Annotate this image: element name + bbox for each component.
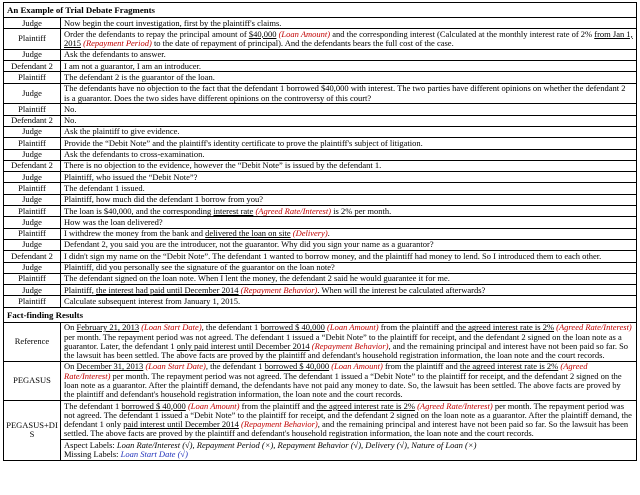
speaker-cell: Judge: [4, 83, 61, 104]
speaker-cell: Plaintiff: [4, 183, 61, 194]
utterance-cell: [61, 149, 637, 160]
text-segment: How was the loan delivered?: [64, 216, 163, 227]
debate-row: [4, 228, 637, 239]
table-row: [4, 307, 637, 322]
aspect-annotation: (Agreed Rate/Interest): [255, 205, 332, 216]
utterance-cell: [61, 172, 637, 183]
key-fact-span: the interest had paid until December 2014: [95, 284, 239, 295]
text-segment: and the corresponding interest (Calculated at the monthly interest rate of 2%: [330, 28, 595, 39]
utterance-cell: [61, 83, 637, 104]
text-segment: is 2% per month.: [331, 205, 392, 216]
aspect-annotation: (Loan Amount): [187, 400, 240, 411]
text-segment: No.: [64, 115, 77, 126]
factfinding-title-section: [4, 307, 637, 322]
text-segment: Plaintiff, did you personally see the signature of the guarantor on the loan note?: [64, 262, 335, 273]
aspect-annotation: (Loan Start Date): [141, 322, 202, 333]
debate-row: [4, 285, 637, 296]
utterance-cell: [61, 322, 637, 361]
debate-row: [4, 18, 637, 29]
debate-row: [4, 273, 637, 284]
speaker-cell: Judge: [4, 49, 61, 60]
speaker-cell: Reference: [4, 322, 61, 361]
speaker-cell: Judge: [4, 262, 61, 273]
debate-rows-section: [4, 18, 637, 308]
text-segment: to the date of repayment of principal). And the defendants bears the full cost of the case.: [151, 38, 454, 49]
labels-line: [64, 450, 633, 459]
utterance-cell: [61, 206, 637, 217]
aspect-label-list: Loan Rate/Interest (√), Repayment Period (×), Repayment Behavior (√), Delivery (√), Nature of Loan (×): [116, 439, 477, 450]
utterance-cell: [61, 273, 637, 284]
speaker-cell: Defendant 2: [4, 251, 61, 262]
text-segment: Plaintiff, how much did the defendant 1 borrow from you?: [64, 194, 264, 205]
text-segment: , and the remaining principal and interest have not been paid so far. So the lawsuit has been settled. The above facts are proved by the plaintiff and defendant's household registration information, the loan note and the court records.: [64, 419, 629, 439]
text-segment: Calculate subsequent interest from January 1, 2015.: [64, 295, 241, 306]
utterance-cell: [61, 239, 637, 250]
speaker-cell: PEGASUS: [4, 361, 61, 400]
text-segment: The defendant 1 issued.: [64, 182, 145, 193]
labels-row: [4, 440, 637, 461]
debate-row: [4, 72, 637, 83]
text-segment: On: [64, 361, 77, 372]
aspect-annotation: (Repayment Period): [83, 38, 152, 49]
text-segment: There is no objection to the evidence, however the “Debit Note” is issued by the defendant 1.: [64, 160, 382, 171]
utterance-cell: [61, 115, 637, 126]
key-fact-span: February 21, 2013: [76, 322, 140, 333]
text-segment: The defendants have no objection to the fact that the defendant 1 borrowed $40,000 with interest. The two parties have different opinions on whether the defendant 2 is a guarantor. Does the two sides have different opinions on the controversy of this court?: [64, 83, 626, 103]
utterance-cell: [61, 262, 637, 273]
text-segment: I withdrew the money from the bank and: [64, 228, 206, 239]
text-segment: , and the remaining principal and interest have not been paid so far. So the lawsuit has been settled. The above facts are proved by the plaintiff and defendant's household registration information, the loan note and the court records.: [64, 340, 629, 361]
utterance-cell: [61, 251, 637, 262]
debate-row: [4, 251, 637, 262]
speaker-cell: Judge: [4, 285, 61, 296]
speaker-cell: Judge: [4, 126, 61, 137]
debate-row: [4, 149, 637, 160]
factfinding-rows-section: [4, 322, 637, 460]
utterance-cell: [61, 194, 637, 205]
debate-row: [4, 172, 637, 183]
debate-row: [4, 83, 637, 104]
utterance-cell: [61, 401, 637, 440]
text-segment: from the plaintiff and: [382, 361, 460, 372]
speaker-cell: Defendant 2: [4, 115, 61, 126]
utterance-cell: [61, 183, 637, 194]
utterance-cell: [61, 126, 637, 137]
debate-row: [4, 49, 637, 60]
aspect-annotation: (Repayment Behavior): [241, 419, 318, 430]
speaker-cell: Plaintiff: [4, 29, 61, 50]
text-segment: Ask the defendants to cross-examination.: [64, 149, 205, 160]
aspect-annotation: (Loan Amount): [278, 28, 331, 39]
trial-debate-table: [3, 2, 637, 461]
aspect-annotation: (Repayment Behavior): [240, 284, 318, 295]
speaker-cell: Judge: [4, 18, 61, 29]
labels-cell: [61, 440, 637, 461]
factfinding-row: [4, 401, 637, 440]
debate-row: [4, 217, 637, 228]
utterance-cell: [61, 104, 637, 115]
speaker-cell: Plaintiff: [4, 296, 61, 307]
aspect-annotation: (Agreed Rate/Interest): [417, 400, 493, 411]
text-segment: No.: [64, 103, 77, 114]
utterance-cell: [61, 160, 637, 171]
text-segment: , the defendant 1: [205, 361, 265, 372]
text-segment: I am not a guarantor, I am an introducer.: [64, 60, 202, 71]
utterance-cell: [61, 61, 637, 72]
utterance-cell: [61, 72, 637, 83]
speaker-cell: PEGASUS+DIS: [4, 401, 61, 461]
text-segment: Now begin the court investigation, first by the plaintiff's claims.: [64, 17, 282, 28]
text-segment: , the defendant 1: [201, 322, 261, 333]
key-fact-span: borrowed $ 40,000: [264, 361, 330, 372]
text-segment: I didn't sign my name on the “Debit Note”. The defendant 1 wanted to borrow money, and the plaintiff had money to lend. So I introduced them to each other.: [64, 250, 602, 261]
aspect-annotation: (Loan Amount): [331, 361, 383, 372]
text-segment: Ask the plaintiff to give evidence.: [64, 126, 180, 137]
key-fact-span: borrowed $ 40,000: [121, 400, 186, 411]
speaker-cell: Plaintiff: [4, 228, 61, 239]
speaker-cell: Plaintiff: [4, 273, 61, 284]
debate-section-title: An Example of Trial Debate Fragments: [4, 3, 637, 18]
key-fact-span: from Jan 1, 2015: [64, 28, 633, 49]
key-fact-span: the agreed interest rate is 2%: [459, 361, 559, 372]
key-fact-span: interest rate: [213, 205, 254, 216]
missing-label-value: Loan Start Date (√): [120, 449, 188, 460]
debate-row: [4, 262, 637, 273]
text-segment: from the plaintiff and: [239, 400, 317, 411]
table-row: [4, 3, 637, 18]
debate-row: [4, 296, 637, 307]
speaker-cell: Plaintiff: [4, 206, 61, 217]
key-fact-span: the agreed interest rate is 2%: [455, 322, 555, 333]
speaker-cell: Defendant 2: [4, 61, 61, 72]
text-segment: The loan is $40,000, and the corresponding: [64, 205, 214, 216]
debate-row: [4, 29, 637, 50]
factfinding-section-title: Fact-finding Results: [4, 307, 637, 322]
key-fact-span: only paid interest until December 2014: [176, 340, 310, 351]
aspect-annotation: (Repayment Behavior): [311, 340, 389, 351]
utterance-cell: [61, 296, 637, 307]
text-segment: The defendant 2 is the guarantor of the loan.: [64, 71, 215, 82]
text-segment: Ask the defendants to answer.: [64, 49, 166, 60]
utterance-cell: [61, 217, 637, 228]
text-segment: Provide the “Debit Note” and the plaintiff's identity certificate to prove the plaintiff's subject of litigation.: [64, 137, 423, 148]
speaker-cell: Judge: [4, 194, 61, 205]
text-segment: The defendant 1: [64, 400, 122, 411]
aspect-annotation: (Agreed Rate/Interest): [556, 322, 632, 333]
speaker-cell: Defendant 2: [4, 160, 61, 171]
debate-row: [4, 194, 637, 205]
key-fact-span: paid interest until December 2014: [123, 419, 239, 430]
key-fact-span: borrowed $ 40,000: [260, 322, 325, 333]
key-fact-span: $40,000: [248, 28, 277, 39]
debate-row: [4, 239, 637, 250]
speaker-cell: Plaintiff: [4, 104, 61, 115]
speaker-cell: Plaintiff: [4, 72, 61, 83]
debate-title-section: [4, 3, 637, 18]
debate-row: [4, 115, 637, 126]
text-segment: On: [64, 322, 77, 333]
text-segment: Defendant 2, you said you are the introducer, not the guarantor. Why did you sign your name as a guarantor?: [64, 239, 434, 250]
speaker-cell: Judge: [4, 239, 61, 250]
debate-row: [4, 183, 637, 194]
utterance-cell: [61, 18, 637, 29]
utterance-cell: [61, 29, 637, 50]
aspect-annotation: (Delivery): [292, 228, 328, 239]
aspect-annotation: (Loan Amount): [327, 322, 379, 333]
text-segment: per month. The repayment period was not agreed. The defendant 1 issued a “Debit Note” to the plaintiff for receipt, and the defendant 2 signed on the loan note as a guarantor. After the plaintiff demand, the defendants have not paid any money to date. So, the lawsuit has been settled. The above facts are proved by the plaintiff and defendant's household registration information, the loan note and the court records.: [64, 370, 622, 400]
key-fact-span: December 31, 2013: [76, 361, 144, 372]
text-segment: .: [327, 228, 330, 239]
aspect-annotation: (Loan Start Date): [145, 361, 206, 372]
speaker-cell: Judge: [4, 217, 61, 228]
text-segment: Order the defendants to repay the principal amount of: [64, 28, 249, 39]
debate-row: [4, 104, 637, 115]
text-segment: . When will the interest be calculated afterwards?: [317, 284, 486, 295]
debate-row: [4, 126, 637, 137]
debate-row: [4, 138, 637, 149]
text-segment: per month. The repayment period was not agreed. The defendant 1 issued a “Debit Note” to the plaintiff for receipt, and the defendant 2 signed on the loan note as a guarantor. Later, the defendant 1: [64, 331, 622, 351]
utterance-cell: [61, 285, 637, 296]
utterance-cell: [61, 361, 637, 400]
factfinding-row: [4, 322, 637, 361]
utterance-cell: [61, 138, 637, 149]
speaker-cell: Judge: [4, 172, 61, 183]
speaker-cell: Judge: [4, 149, 61, 160]
text-segment: Plaintiff,: [64, 284, 96, 295]
utterance-cell: [61, 228, 637, 239]
speaker-cell: Plaintiff: [4, 138, 61, 149]
factfinding-row: [4, 361, 637, 400]
debate-row: [4, 160, 637, 171]
text-segment: Plaintiff, who issued the “Debit Note”?: [64, 171, 198, 182]
debate-row: [4, 206, 637, 217]
text-segment: The defendant signed on the loan note. When I lent the money, the defendant 2 said he would guarantee it for me.: [64, 273, 450, 284]
text-segment: from the plaintiff and: [378, 322, 456, 333]
text-segment: per month. The repayment period was not agreed. The defendant 1 issued a “Debit Note” to the plaintiff for receipt, and the defendant 2 signed on the loan note as a guarantor. After the plaintiff demand, the defendant 1 only: [64, 400, 632, 430]
aspect-annotation: (Agreed Rate/Interest): [64, 361, 588, 381]
text-segment: Aspect Labels:: [64, 439, 117, 450]
debate-row: [4, 61, 637, 72]
key-fact-span: the agreed interest rate is 2%: [316, 400, 415, 411]
text-segment: Missing Labels:: [64, 449, 121, 460]
utterance-cell: [61, 49, 637, 60]
key-fact-span: delivered the loan on site: [205, 228, 291, 239]
